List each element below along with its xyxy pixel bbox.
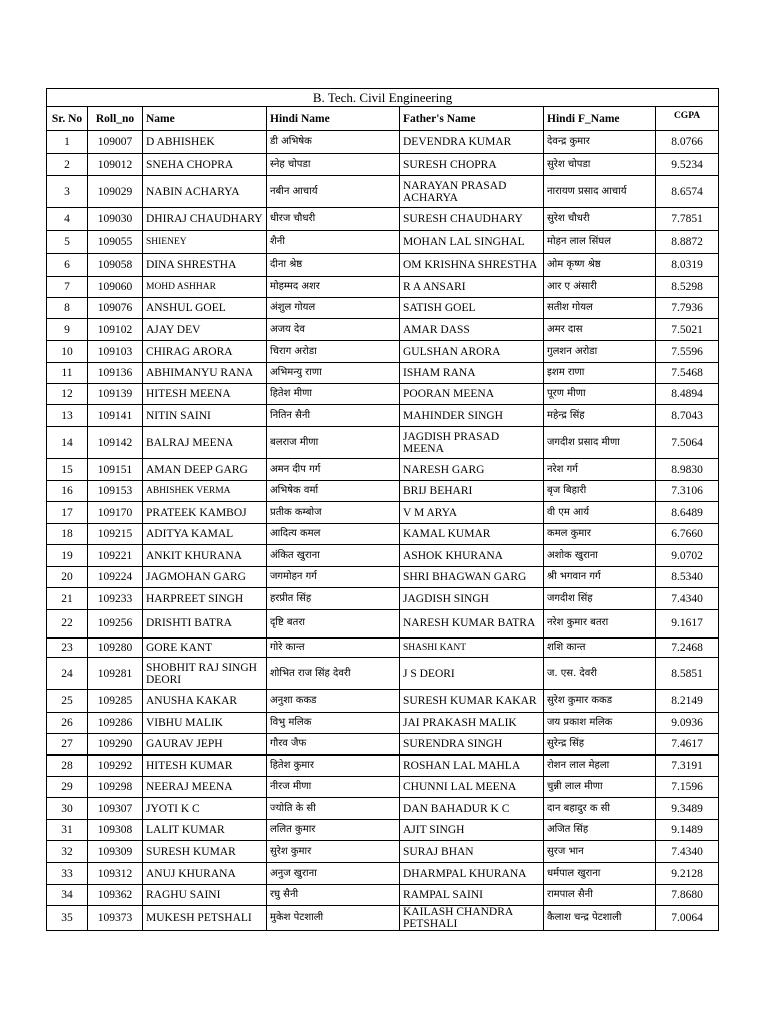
- cell-father-name: V M ARYA: [400, 502, 544, 524]
- cell-father-name: DAN BAHADUR K C: [400, 798, 544, 820]
- cell-sr-no: 10: [47, 341, 88, 363]
- cell-name: ANSHUL GOEL: [143, 298, 267, 319]
- table-row: [47, 319, 719, 341]
- cell-name: RAGHU SAINI: [143, 885, 267, 906]
- cell-hindi-f-name: बृज बिहारी: [544, 481, 656, 502]
- cell-cgpa: 8.0319: [656, 254, 719, 277]
- cell-name: GORE KANT: [143, 638, 267, 658]
- cell-sr-no: 12: [47, 384, 88, 405]
- cell-hindi-f-name: दान बहादुर क सी: [544, 798, 656, 820]
- cell-hindi-name: आदित्य कमल: [267, 524, 400, 545]
- cell-hindi-f-name: देवन्द्र कुमार: [544, 131, 656, 154]
- table-row: [47, 545, 719, 567]
- cell-cgpa: 7.5596: [656, 341, 719, 363]
- cell-hindi-name: रघु सैनी: [267, 885, 400, 906]
- table-row: [47, 638, 719, 658]
- cell-roll-no: 109142: [88, 427, 143, 459]
- cell-sr-no: 20: [47, 567, 88, 588]
- cell-hindi-name: अभिषेक वर्मा: [267, 481, 400, 502]
- cell-hindi-f-name: जगदीश सिंह: [544, 588, 656, 610]
- cell-father-name: NARESH KUMAR BATRA: [400, 610, 544, 638]
- cell-name: ABHISHEK VERMA: [143, 481, 267, 502]
- cell-cgpa: 7.5064: [656, 427, 719, 459]
- cell-cgpa: 9.2128: [656, 863, 719, 885]
- cell-hindi-name: दृष्टि बतरा: [267, 610, 400, 638]
- cell-name: AMAN DEEP GARG: [143, 459, 267, 481]
- cell-hindi-name: विभु मलिक: [267, 713, 400, 734]
- cell-roll-no: 109007: [88, 131, 143, 154]
- cell-sr-no: 1: [47, 131, 88, 154]
- table-row: [47, 713, 719, 734]
- cell-sr-no: 8: [47, 298, 88, 319]
- cell-sr-no: 9: [47, 319, 88, 341]
- cell-name: SHIENEY: [143, 231, 267, 254]
- cell-father-name: AMAR DASS: [400, 319, 544, 341]
- cell-hindi-f-name: सतीश गोयल: [544, 298, 656, 319]
- cell-cgpa: 7.1596: [656, 777, 719, 798]
- table-row: [47, 658, 719, 690]
- cell-hindi-f-name: अमर दास: [544, 319, 656, 341]
- table-row: [47, 231, 719, 254]
- cell-hindi-f-name: सुरज भान: [544, 841, 656, 863]
- cell-hindi-f-name: रोशन लाल मेहला: [544, 755, 656, 777]
- cell-roll-no: 109151: [88, 459, 143, 481]
- header-father-name: Father's Name: [400, 107, 544, 131]
- cell-name: ADITYA KAMAL: [143, 524, 267, 545]
- table-row: [47, 131, 719, 154]
- table-body: [47, 131, 719, 931]
- cell-name: NITIN SAINI: [143, 405, 267, 427]
- cell-roll-no: 109373: [88, 906, 143, 931]
- cell-sr-no: 13: [47, 405, 88, 427]
- cell-hindi-name: अनुशा ककड: [267, 690, 400, 713]
- cell-cgpa: 8.8872: [656, 231, 719, 254]
- cell-sr-no: 5: [47, 231, 88, 254]
- cell-father-name: DEVENDRA KUMAR: [400, 131, 544, 154]
- cell-father-name: CHUNNI LAL MEENA: [400, 777, 544, 798]
- cell-roll-no: 109153: [88, 481, 143, 502]
- cell-sr-no: 3: [47, 176, 88, 208]
- cell-cgpa: 7.5468: [656, 363, 719, 384]
- cell-cgpa: 8.5298: [656, 277, 719, 298]
- cell-cgpa: 8.0766: [656, 131, 719, 154]
- cell-hindi-f-name: जय प्रकाश मलिक: [544, 713, 656, 734]
- cell-name: ABHIMANYU RANA: [143, 363, 267, 384]
- cell-hindi-name: धीरज चौधरी: [267, 208, 400, 231]
- header-row: [47, 107, 719, 131]
- table-row: [47, 254, 719, 277]
- cell-cgpa: 7.0064: [656, 906, 719, 931]
- cell-father-name: SURESH CHAUDHARY: [400, 208, 544, 231]
- cell-name: GAURAV JEPH: [143, 734, 267, 755]
- table-title: B. Tech. Civil Engineering: [47, 89, 719, 107]
- cell-hindi-f-name: महेन्द्र सिंह: [544, 405, 656, 427]
- cell-hindi-f-name: नारायण प्रसाद आचार्य: [544, 176, 656, 208]
- table-row: [47, 208, 719, 231]
- header-hindi-name: Hindi Name: [267, 107, 400, 131]
- header-cgpa: CGPA: [656, 107, 719, 131]
- cell-roll-no: 109308: [88, 820, 143, 841]
- cell-roll-no: 109030: [88, 208, 143, 231]
- results-table: [46, 88, 719, 931]
- cell-roll-no: 109285: [88, 690, 143, 713]
- table-row: [47, 755, 719, 777]
- cell-hindi-f-name: वी एम आर्य: [544, 502, 656, 524]
- cell-name: DINA SHRESTHA: [143, 254, 267, 277]
- cell-hindi-f-name: नरेश गर्ग: [544, 459, 656, 481]
- header-sr-no: Sr. No: [47, 107, 88, 131]
- cell-father-name: J S DEORI: [400, 658, 544, 690]
- cell-name: ANUJ KHURANA: [143, 863, 267, 885]
- cell-cgpa: 6.7660: [656, 524, 719, 545]
- cell-father-name: R A ANSARI: [400, 277, 544, 298]
- table-row: [47, 820, 719, 841]
- cell-hindi-f-name: सुरेश कुमार ककड: [544, 690, 656, 713]
- cell-sr-no: 22: [47, 610, 88, 638]
- cell-hindi-name: बलराज मीणा: [267, 427, 400, 459]
- cell-hindi-f-name: सुरेश चौधरी: [544, 208, 656, 231]
- cell-hindi-name: नितिन सैनी: [267, 405, 400, 427]
- cell-sr-no: 28: [47, 755, 88, 777]
- cell-hindi-f-name: शशि कान्त: [544, 638, 656, 658]
- table-row: [47, 481, 719, 502]
- cell-sr-no: 26: [47, 713, 88, 734]
- cell-hindi-f-name: ज. एस. देवरी: [544, 658, 656, 690]
- cell-hindi-f-name: रामपाल सैनी: [544, 885, 656, 906]
- cell-father-name: JAGDISH PRASAD MEENA: [400, 427, 544, 459]
- cell-hindi-name: अंकित खुराना: [267, 545, 400, 567]
- cell-hindi-f-name: जगदीश प्रसाद मीणा: [544, 427, 656, 459]
- cell-cgpa: 7.7936: [656, 298, 719, 319]
- table-row: [47, 363, 719, 384]
- cell-hindi-name: शैनी: [267, 231, 400, 254]
- cell-hindi-f-name: पूरण मीणा: [544, 384, 656, 405]
- cell-roll-no: 109102: [88, 319, 143, 341]
- cell-roll-no: 109139: [88, 384, 143, 405]
- cell-roll-no: 109309: [88, 841, 143, 863]
- cell-sr-no: 16: [47, 481, 88, 502]
- cell-name: ANKIT KHURANA: [143, 545, 267, 567]
- cell-cgpa: 8.5851: [656, 658, 719, 690]
- cell-hindi-name: मोहम्मद अशर: [267, 277, 400, 298]
- cell-father-name: SURENDRA SINGH: [400, 734, 544, 755]
- cell-father-name: JAI PRAKASH MALIK: [400, 713, 544, 734]
- cell-hindi-name: ज्योति के सी: [267, 798, 400, 820]
- cell-cgpa: 7.8680: [656, 885, 719, 906]
- cell-hindi-name: हरप्रीत सिंह: [267, 588, 400, 610]
- cell-father-name: NARAYAN PRASAD ACHARYA: [400, 176, 544, 208]
- cell-roll-no: 109256: [88, 610, 143, 638]
- cell-sr-no: 33: [47, 863, 88, 885]
- cell-cgpa: 7.4617: [656, 734, 719, 755]
- cell-hindi-f-name: इशम राणा: [544, 363, 656, 384]
- cell-name: D ABHISHEK: [143, 131, 267, 154]
- cell-father-name: SHASHI KANT: [400, 638, 544, 658]
- cell-hindi-f-name: ओम कृष्ण श्रेष्ठ: [544, 254, 656, 277]
- cell-name: CHIRAG ARORA: [143, 341, 267, 363]
- cell-sr-no: 27: [47, 734, 88, 755]
- cell-name: LALIT KUMAR: [143, 820, 267, 841]
- header-name: Name: [143, 107, 267, 131]
- results-sheet: [46, 88, 718, 931]
- cell-name: DRISHTI BATRA: [143, 610, 267, 638]
- cell-roll-no: 109312: [88, 863, 143, 885]
- cell-father-name: JAGDISH SINGH: [400, 588, 544, 610]
- cell-name: MOHD ASHHAR: [143, 277, 267, 298]
- cell-name: HARPREET SINGH: [143, 588, 267, 610]
- cell-name: HITESH KUMAR: [143, 755, 267, 777]
- cell-sr-no: 21: [47, 588, 88, 610]
- cell-roll-no: 109060: [88, 277, 143, 298]
- cell-cgpa: 7.7851: [656, 208, 719, 231]
- cell-roll-no: 109362: [88, 885, 143, 906]
- cell-sr-no: 11: [47, 363, 88, 384]
- cell-father-name: MOHAN LAL SINGHAL: [400, 231, 544, 254]
- cell-father-name: SURAJ BHAN: [400, 841, 544, 863]
- cell-cgpa: 8.2149: [656, 690, 719, 713]
- cell-hindi-f-name: अजित सिंह: [544, 820, 656, 841]
- cell-father-name: GULSHAN ARORA: [400, 341, 544, 363]
- cell-hindi-name: प्रतीक कम्बोज: [267, 502, 400, 524]
- cell-father-name: SHRI BHAGWAN GARG: [400, 567, 544, 588]
- cell-roll-no: 109290: [88, 734, 143, 755]
- cell-roll-no: 109224: [88, 567, 143, 588]
- cell-hindi-f-name: अशोक खुराना: [544, 545, 656, 567]
- cell-name: JYOTI K C: [143, 798, 267, 820]
- cell-father-name: DHARMPAL KHURANA: [400, 863, 544, 885]
- table-row: [47, 610, 719, 638]
- cell-cgpa: 8.9830: [656, 459, 719, 481]
- cell-cgpa: 7.2468: [656, 638, 719, 658]
- cell-roll-no: 109307: [88, 798, 143, 820]
- table-row: [47, 524, 719, 545]
- cell-cgpa: 8.6489: [656, 502, 719, 524]
- table-row: [47, 841, 719, 863]
- cell-name: BALRAJ MEENA: [143, 427, 267, 459]
- cell-father-name: ASHOK KHURANA: [400, 545, 544, 567]
- cell-sr-no: 15: [47, 459, 88, 481]
- table-row: [47, 176, 719, 208]
- cell-name: AJAY DEV: [143, 319, 267, 341]
- cell-roll-no: 109286: [88, 713, 143, 734]
- cell-father-name: SURESH CHOPRA: [400, 154, 544, 176]
- cell-hindi-name: हितेश कुमार: [267, 755, 400, 777]
- table-row: [47, 906, 719, 931]
- cell-hindi-name: डी अभिषेक: [267, 131, 400, 154]
- cell-father-name: KAILASH CHANDRA PETSHALI: [400, 906, 544, 931]
- cell-roll-no: 109215: [88, 524, 143, 545]
- cell-sr-no: 31: [47, 820, 88, 841]
- cell-father-name: ROSHAN LAL MAHLA: [400, 755, 544, 777]
- cell-hindi-name: नीरज मीणा: [267, 777, 400, 798]
- cell-sr-no: 25: [47, 690, 88, 713]
- cell-name: JAGMOHAN GARG: [143, 567, 267, 588]
- cell-sr-no: 29: [47, 777, 88, 798]
- table-row: [47, 405, 719, 427]
- cell-father-name: SURESH KUMAR KAKAR: [400, 690, 544, 713]
- cell-hindi-f-name: कैलाश चन्द्र पेटशाली: [544, 906, 656, 931]
- cell-father-name: SATISH GOEL: [400, 298, 544, 319]
- cell-cgpa: 8.6574: [656, 176, 719, 208]
- cell-name: SURESH KUMAR: [143, 841, 267, 863]
- cell-cgpa: 9.0702: [656, 545, 719, 567]
- table-row: [47, 384, 719, 405]
- table-row: [47, 885, 719, 906]
- cell-sr-no: 23: [47, 638, 88, 658]
- cell-sr-no: 32: [47, 841, 88, 863]
- cell-sr-no: 14: [47, 427, 88, 459]
- table-row: [47, 298, 719, 319]
- cell-roll-no: 109281: [88, 658, 143, 690]
- cell-cgpa: 9.3489: [656, 798, 719, 820]
- cell-hindi-name: सुरेश कुमार: [267, 841, 400, 863]
- cell-roll-no: 109280: [88, 638, 143, 658]
- cell-father-name: POORAN MEENA: [400, 384, 544, 405]
- cell-name: VIBHU MALIK: [143, 713, 267, 734]
- cell-father-name: NARESH GARG: [400, 459, 544, 481]
- table-row: [47, 798, 719, 820]
- cell-hindi-name: ललित कुमार: [267, 820, 400, 841]
- cell-hindi-f-name: चुन्नी लाल मीणा: [544, 777, 656, 798]
- header-hindi-f-name: Hindi F_Name: [544, 107, 656, 131]
- cell-cgpa: 7.5021: [656, 319, 719, 341]
- cell-cgpa: 7.4340: [656, 588, 719, 610]
- cell-father-name: AJIT SINGH: [400, 820, 544, 841]
- cell-hindi-name: शोभित राज सिंह देवरी: [267, 658, 400, 690]
- cell-hindi-f-name: सुरेन्द्र सिंह: [544, 734, 656, 755]
- table-row: [47, 588, 719, 610]
- cell-sr-no: 34: [47, 885, 88, 906]
- table-row: [47, 427, 719, 459]
- cell-roll-no: 109292: [88, 755, 143, 777]
- cell-cgpa: 9.1489: [656, 820, 719, 841]
- cell-father-name: MAHINDER SINGH: [400, 405, 544, 427]
- cell-roll-no: 109170: [88, 502, 143, 524]
- cell-sr-no: 4: [47, 208, 88, 231]
- cell-roll-no: 109298: [88, 777, 143, 798]
- cell-name: SHOBHIT RAJ SINGH DEORI: [143, 658, 267, 690]
- cell-hindi-name: अनुज खुराना: [267, 863, 400, 885]
- cell-roll-no: 109058: [88, 254, 143, 277]
- table-row: [47, 734, 719, 755]
- table-row: [47, 154, 719, 176]
- cell-roll-no: 109076: [88, 298, 143, 319]
- cell-sr-no: 30: [47, 798, 88, 820]
- cell-father-name: BRIJ BEHARI: [400, 481, 544, 502]
- cell-hindi-name: अभिमन्यु राणा: [267, 363, 400, 384]
- cell-cgpa: 9.1617: [656, 610, 719, 638]
- cell-name: NABIN ACHARYA: [143, 176, 267, 208]
- table-row: [47, 690, 719, 713]
- cell-hindi-name: दीना श्रेष्ठ: [267, 254, 400, 277]
- cell-name: HITESH MEENA: [143, 384, 267, 405]
- cell-name: NEERAJ MEENA: [143, 777, 267, 798]
- cell-sr-no: 19: [47, 545, 88, 567]
- cell-father-name: RAMPAL SAINI: [400, 885, 544, 906]
- cell-hindi-name: नबीन आचार्य: [267, 176, 400, 208]
- table-row: [47, 502, 719, 524]
- cell-roll-no: 109103: [88, 341, 143, 363]
- cell-hindi-f-name: श्री भगवान गर्ग: [544, 567, 656, 588]
- cell-sr-no: 18: [47, 524, 88, 545]
- cell-hindi-name: हितेश मीणा: [267, 384, 400, 405]
- cell-hindi-f-name: नरेश कुमार बतरा: [544, 610, 656, 638]
- cell-sr-no: 35: [47, 906, 88, 931]
- cell-name: PRATEEK KAMBOJ: [143, 502, 267, 524]
- table-row: [47, 863, 719, 885]
- cell-father-name: OM KRISHNA SHRESTHA: [400, 254, 544, 277]
- cell-cgpa: 8.7043: [656, 405, 719, 427]
- cell-father-name: ISHAM RANA: [400, 363, 544, 384]
- table-row: [47, 777, 719, 798]
- cell-roll-no: 109233: [88, 588, 143, 610]
- cell-hindi-name: स्नेह चोपडा: [267, 154, 400, 176]
- cell-hindi-name: अमन दीप गर्ग: [267, 459, 400, 481]
- cell-father-name: KAMAL KUMAR: [400, 524, 544, 545]
- cell-roll-no: 109221: [88, 545, 143, 567]
- cell-hindi-f-name: मोहन लाल सिंघल: [544, 231, 656, 254]
- cell-sr-no: 6: [47, 254, 88, 277]
- cell-cgpa: 7.4340: [656, 841, 719, 863]
- table-row: [47, 459, 719, 481]
- cell-roll-no: 109055: [88, 231, 143, 254]
- cell-hindi-f-name: धर्मपाल खुराना: [544, 863, 656, 885]
- table-row: [47, 567, 719, 588]
- cell-cgpa: 9.0936: [656, 713, 719, 734]
- cell-cgpa: 9.5234: [656, 154, 719, 176]
- cell-hindi-name: जगमोहन गर्ग: [267, 567, 400, 588]
- cell-sr-no: 17: [47, 502, 88, 524]
- cell-hindi-name: मुकेश पेटशाली: [267, 906, 400, 931]
- cell-hindi-f-name: कमल कुमार: [544, 524, 656, 545]
- cell-cgpa: 7.3106: [656, 481, 719, 502]
- cell-name: DHIRAJ CHAUDHARY: [143, 208, 267, 231]
- cell-hindi-name: अंशुल गोयल: [267, 298, 400, 319]
- cell-sr-no: 24: [47, 658, 88, 690]
- cell-roll-no: 109136: [88, 363, 143, 384]
- table-row: [47, 277, 719, 298]
- cell-cgpa: 7.3191: [656, 755, 719, 777]
- cell-roll-no: 109029: [88, 176, 143, 208]
- cell-hindi-f-name: सुरेश चोपडा: [544, 154, 656, 176]
- cell-hindi-name: गोरे कान्त: [267, 638, 400, 658]
- cell-name: MUKESH PETSHALI: [143, 906, 267, 931]
- cell-cgpa: 8.4894: [656, 384, 719, 405]
- cell-roll-no: 109141: [88, 405, 143, 427]
- cell-hindi-name: अजय देव: [267, 319, 400, 341]
- cell-name: SNEHA CHOPRA: [143, 154, 267, 176]
- cell-name: ANUSHA KAKAR: [143, 690, 267, 713]
- cell-sr-no: 7: [47, 277, 88, 298]
- header-roll-no: Roll_no: [88, 107, 143, 131]
- cell-roll-no: 109012: [88, 154, 143, 176]
- cell-sr-no: 2: [47, 154, 88, 176]
- cell-hindi-name: चिराग अरोडा: [267, 341, 400, 363]
- cell-cgpa: 8.5340: [656, 567, 719, 588]
- table-row: [47, 341, 719, 363]
- cell-hindi-f-name: आर ए अंसारी: [544, 277, 656, 298]
- cell-hindi-name: गौरव जैफ: [267, 734, 400, 755]
- cell-hindi-f-name: गुलशन अरोडा: [544, 341, 656, 363]
